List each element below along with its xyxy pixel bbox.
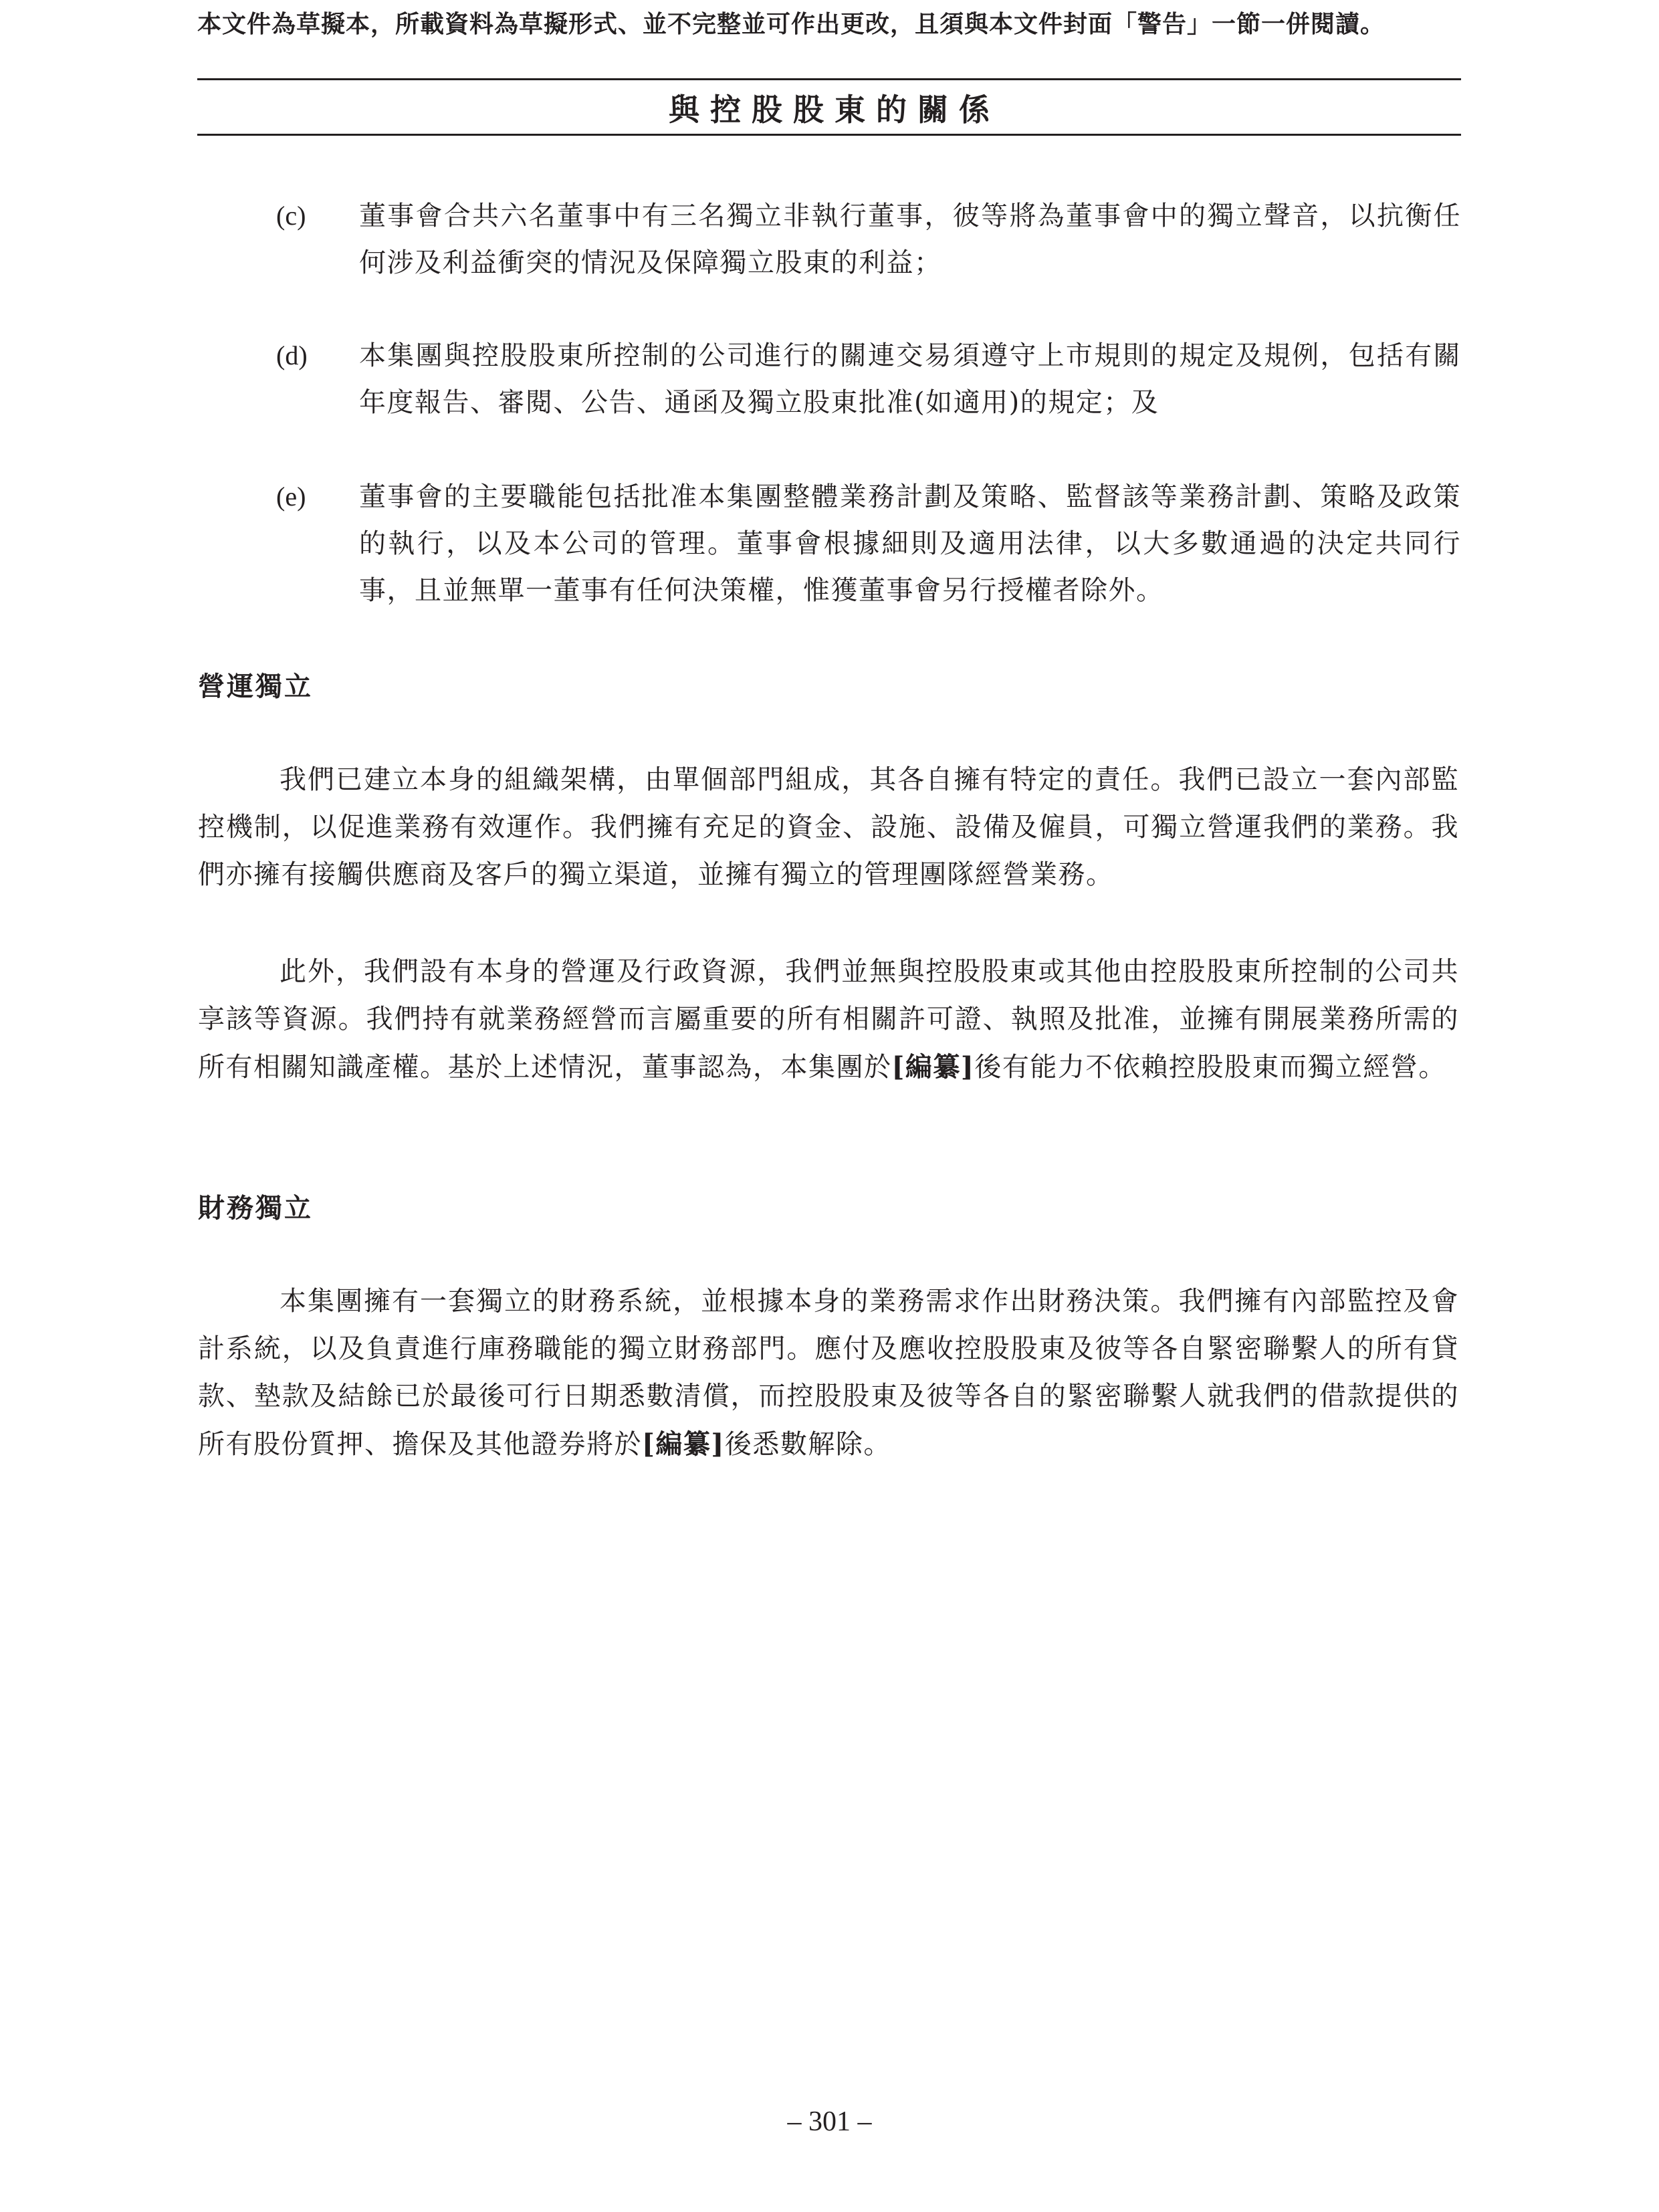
paragraph-text: 後有能力不依賴控股股東而獨立經營。 xyxy=(974,1052,1446,1083)
title-rule-bottom xyxy=(197,134,1461,136)
draft-warning-banner: 本文件為草擬本，所載資料為草擬形式、並不完整並可作出更改，且須與本文件封面「警告」一節一併閱讀。 xyxy=(197,10,1386,38)
redacted-marker: [編纂] xyxy=(642,1428,725,1460)
section-title: 與控股股東的關係 xyxy=(669,92,1000,128)
list-text: 董事會合共六名董事中有三名獨立非執行董事，彼等將為董事會中的獨立聲音，以抗衡任何涉及利益衝突的情況及保障獨立股東的利益； xyxy=(359,201,1461,278)
list-label: (e) xyxy=(276,481,306,512)
list-label: (d) xyxy=(276,340,308,370)
paragraph-text: 本集團擁有一套獨立的財務系統，並根據本身的業務需求作出財務決策。我們擁有內部監控及會計系統，以及負責進行庫務職能的獨立財務部門。應付及應收控股股東及彼等各自緊密聯繫人的所有貸款、墊款及結餘已於最後可行日期悉數清償，而控股股東及彼等各自的緊密聯繫人就我們的借款提供的所有股份質押、擔保及其他證券將於 xyxy=(198,1286,1459,1460)
paragraph-operational-2 xyxy=(198,948,1459,1091)
redacted-marker: [編纂] xyxy=(891,1051,975,1083)
heading-financial-independence: 財務獨立 xyxy=(198,1192,313,1224)
title-rule-top xyxy=(197,78,1461,80)
paragraph-text: 後悉數解除。 xyxy=(724,1429,891,1460)
page-number: – 301 – xyxy=(787,2106,872,2137)
list-text: 本集團與控股股東所控制的公司進行的關連交易須遵守上市規則的規定及規例，包括有關年度報告、審閱、公告、通函及獨立股東批准(如適用)的規定；及 xyxy=(359,340,1461,418)
list-text: 董事會的主要職能包括批准本集團整體業務計劃及策略、監督該等業務計劃、策略及政策的執行，以及本公司的管理。董事會根據細則及適用法律，以大多數通過的決定共同行事，且並無單一董事有任何決策權，惟獲董事會另行授權者除外。 xyxy=(359,481,1461,606)
paragraph-text: 此外，我們設有本身的營運及行政資源，我們並無與控股股東或其他由控股股東所控制的公司共享該等資源。我們持有就業務經營而言屬重要的所有相關許可證、執照及批准，並擁有開展業務所需的所有相關知識產權。基於上述情況，董事認為，本集團於 xyxy=(198,956,1459,1083)
paragraph-operational-1: 我們已建立本身的組織架構，由單個部門組成，其各自擁有特定的責任。我們已設立一套內部監控機制，以促進業務有效運作。我們擁有充足的資金、設施、設備及僱員，可獨立營運我們的業務。我們亦擁有接觸供應商及客戶的獨立渠道，並擁有獨立的管理團隊經營業務。 xyxy=(198,764,1459,890)
paragraph-financial xyxy=(198,1278,1459,1468)
heading-operational-independence: 營運獨立 xyxy=(198,671,313,702)
list-label: (c) xyxy=(276,201,306,231)
